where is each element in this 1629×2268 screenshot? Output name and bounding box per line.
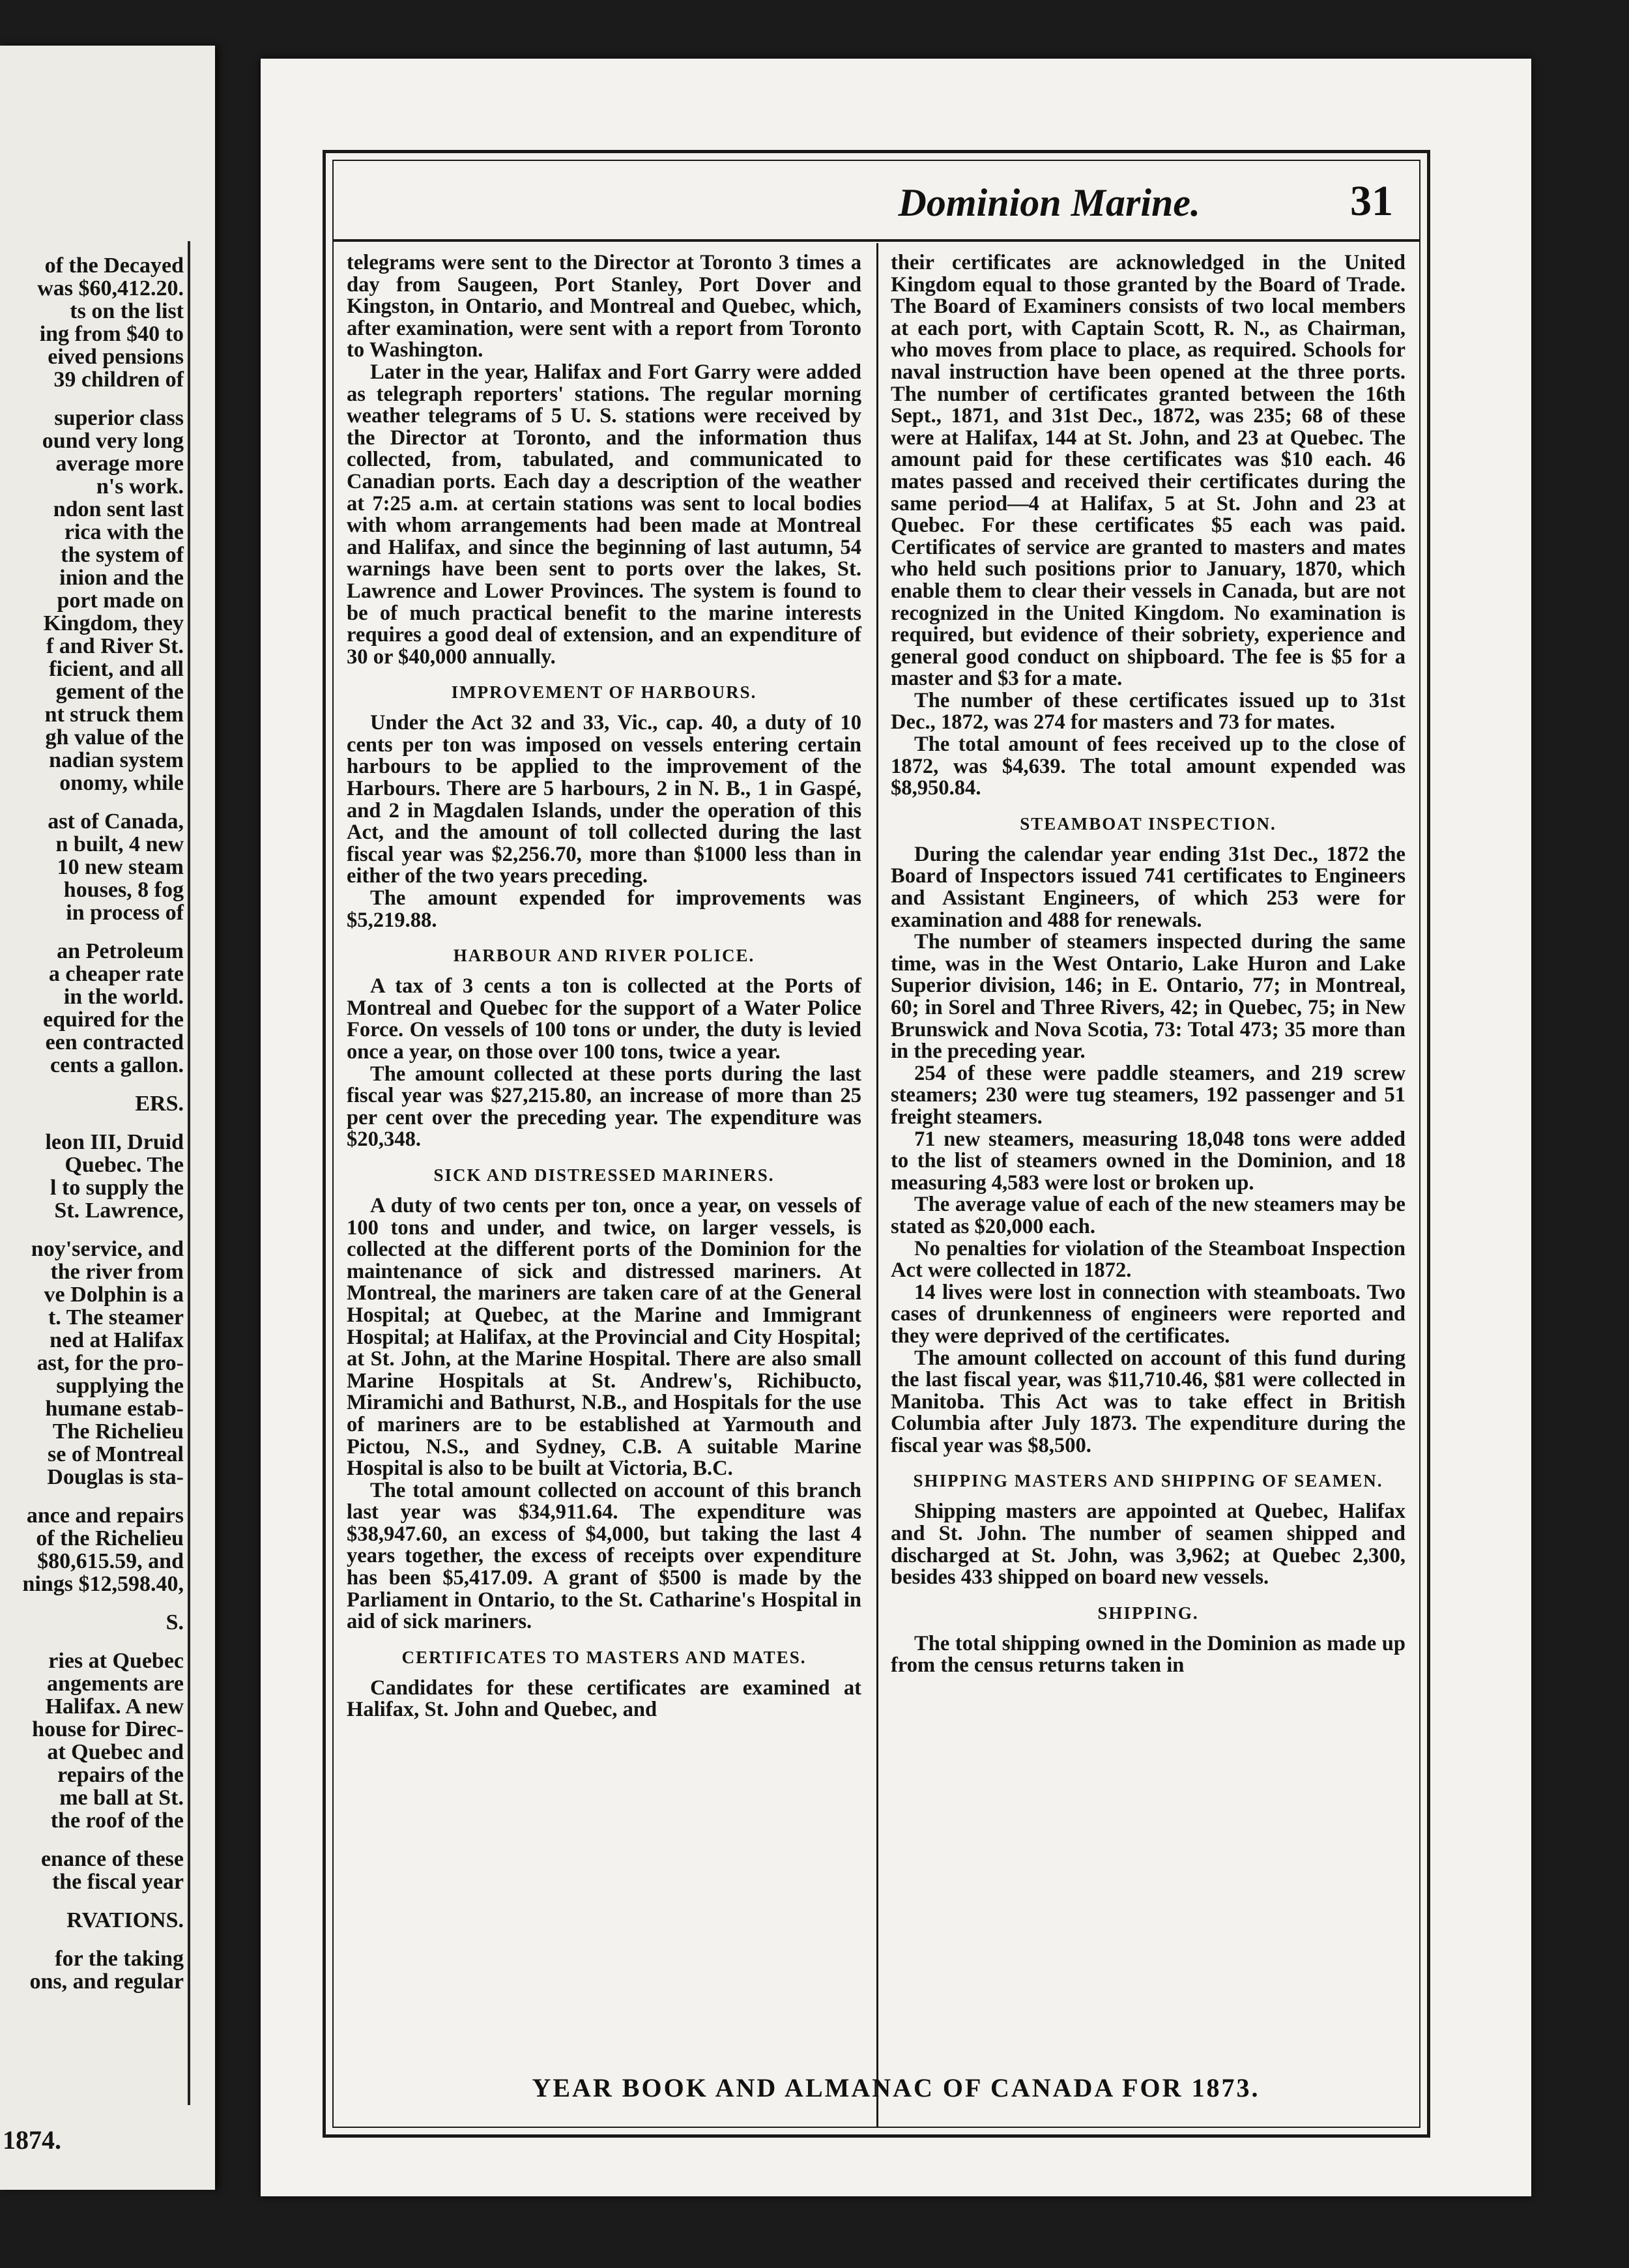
previous-page-text (0, 254, 184, 1993)
previous-page-line: n's work. (96, 474, 184, 499)
previous-page-line: ERS. (135, 1092, 184, 1116)
paragraph: The amount collected on account of this fund during the last fiscal year, was $11,710.46, $81 were collected in Manitoba. This Act was to take effect in British Columbia after July 1873. The expenditure during the fiscal year was $8,500. (891, 1346, 1406, 1457)
paragraph: Shipping masters are appointed at Quebec, Halifax and St. John. The number of seamen shipped and discharged at St. John, was 3,962; at Quebec 2,300, besides 433 shipped on board new vessels. (891, 1500, 1406, 1590)
paragraph: The amount expended for improvements was $5,219.88. (347, 886, 861, 932)
running-title: Dominion Marine. (898, 181, 1200, 224)
previous-page-line: of the Richelieu (36, 1526, 184, 1550)
previous-page-line: cents a gallon. (50, 1053, 184, 1077)
previous-page (0, 46, 215, 2190)
previous-page-line: ficient, and all (49, 657, 184, 681)
previous-page-line: an Petroleum (57, 939, 184, 963)
previous-page-footer: 1874. (3, 2125, 61, 2155)
previous-page-line: the river from (50, 1260, 184, 1284)
previous-page-line: ndon sent last (53, 497, 184, 521)
previous-page-line: l to supply the (50, 1176, 184, 1200)
previous-page-line: gh value of the (45, 725, 184, 749)
section-heading-shipping: SHIPPING. (1097, 1603, 1199, 1623)
previous-page-line: in the world. (63, 985, 184, 1009)
previous-page-line: ound very long (42, 429, 184, 453)
paragraph: their certificates are acknowledged in the United Kingdom equal to those granted by the Board of Trade. The Board of Examiners consists of two local members at each port, with Captain Scott, R. N., as Chairman, who moves from place to place, as required. Schools for naval instruction have been opened at the three ports. The number of certificates granted between the 16th Sept., 1871, and 31st Dec., 1872, was 235; 68 of these were at Halifax, 144 at St. John, and 23 at Quebec. The amount paid for these certificates was $10 each. 46 mates passed and received their certificates during the same period—4 at Halifax, 5 at St. John and 23 at Quebec. For these certificates $5 each was paid. Certificates of service are granted to masters and mates who held such positions prior to January, 1870, which enable them to clear their vessels in Canada, but are not recognized in the United Kingdom. No examination is required, but evidence of their sobriety, experience and general good conduct on shipboard. The fee is $5 for a master and $3 for a mate. (891, 251, 1406, 691)
paragraph: The number of steamers inspected during the same time, was in the West Ontario, Lake Huron and Lake Superior division, 146; in E. Ontario, 77; in Montreal, 60; in Sorel and Three Rivers, 42; in Quebec, 75; in New Brunswick and Nova Scotia, 73: Total 473; 35 more than in the preceding year. (891, 930, 1406, 1064)
previous-page-line: ve Dolphin is a (44, 1283, 184, 1307)
paragraph: No penalties for violation of the Steamboat Inspection Act were collected in 1872. (891, 1236, 1406, 1283)
previous-page-line: 39 children of (53, 368, 184, 392)
previous-page-line: eived pensions (48, 345, 184, 369)
previous-page-line (0, 1489, 184, 1504)
paragraph: The total amount of fees received up to the close of 1872, was $4,639. The total amount expended was $8,950.84. (891, 733, 1406, 800)
previous-page-line: Douglas is sta- (47, 1465, 184, 1489)
previous-page-line: ries at Quebec (48, 1649, 184, 1673)
previous-page-line: n built, 4 new (55, 832, 184, 856)
previous-page-line (0, 794, 184, 810)
previous-page-line: ing from $40 to (39, 322, 184, 346)
previous-page-line: Kingdom, they (43, 611, 184, 635)
previous-page-column-rule (188, 241, 190, 2105)
previous-page-line: $80,615.59, and (37, 1549, 184, 1573)
paragraph: Later in the year, Halifax and Fort Garry were added as telegraph reporters' stations. The regular morning weather telegrams of 5 U. S. stations were received by the Director at Toronto, and the information thus collected, from, tabulated, and communicated to Canadian ports. Each day a description of the weather at 7:25 a.m. at certain stations was sent to local bodies with whom arrangements had been made at Montreal and Halifax, and since the beginning of last autumn, 54 warnings have been sent to ports over the lakes, St. Lawrence and Lower Provinces. The system is found to be of much practical benefit to the marine interests requires a good deal of extension, and an expenditure of 30 or $40,000 annually. (347, 360, 861, 669)
left-column (347, 252, 861, 1721)
header-rule (334, 239, 1419, 242)
previous-page-line: The Richelieu (52, 1419, 184, 1444)
paragraph: The total amount collected on account of this branch last year was $34,911.64. The expenditure was $38,947.60, an excess of $4,000, but taking the last 4 years together, the excess of receipts over expenditure has been $5,417.09. A grant of $500 is made by the Parliament in Ontario, to the St. Catharine's Hospital in aid of sick mariners. (347, 1478, 861, 1634)
previous-page-line: repairs of the (57, 1763, 184, 1787)
previous-page-line (0, 1222, 184, 1238)
paragraph: During the calendar year ending 31st Dec., 1872 the Board of Inspectors issued 741 certificates to Engineers and Assistant Engineers, of which 253 were for examination and 488 for renewals. (891, 842, 1406, 932)
previous-page-line: angements are (47, 1672, 184, 1696)
previous-page-line: een contracted (45, 1030, 184, 1054)
previous-page-line: humane estab- (45, 1397, 184, 1421)
column-rule (876, 243, 878, 2127)
previous-page-line (0, 1893, 184, 1909)
section-heading-shipping-masters: SHIPPING MASTERS AND SHIPPING OF SEAMEN. (913, 1471, 1383, 1491)
paragraph: The average value of each of the new steamers may be stated as $20,000 each. (891, 1193, 1406, 1238)
section-heading-certificates: CERTIFICATES TO MASTERS AND MATES. (401, 1647, 807, 1667)
paragraph: 254 of these were paddle steamers, and 219 screw steamers; 230 were tug steamers, 192 passenger and 51 freight steamers. (891, 1061, 1406, 1129)
previous-page-line: RVATIONS. (66, 1908, 184, 1932)
previous-page-line (0, 1932, 184, 1947)
previous-page-line (0, 1634, 184, 1650)
section-heading-steamboat: STEAMBOAT INSPECTION. (1020, 813, 1276, 834)
previous-page-line: ast, for the pro- (36, 1351, 184, 1375)
previous-page-line: rica with the (64, 520, 184, 544)
previous-page-line: the system of (61, 543, 184, 567)
section-heading-police: HARBOUR AND RIVER POLICE. (453, 946, 755, 966)
previous-page-line: ts on the list (70, 299, 184, 323)
previous-page-line: me ball at St. (59, 1786, 184, 1810)
previous-page-line: Halifax. A new (45, 1694, 184, 1719)
section-heading-harbours: IMPROVEMENT OF HARBOURS. (451, 682, 757, 703)
paragraph: 14 lives were lost in connection with steamboats. Two cases of drunkenness of engineers were reported and they were deprived of the certificates. (891, 1280, 1406, 1348)
previous-page-line: Quebec. The (65, 1153, 184, 1177)
paragraph: The total shipping owned in the Dominion as made up from the census returns taken in (891, 1631, 1406, 1678)
previous-page-line (0, 1077, 184, 1092)
previous-page-line: gement of the (55, 680, 184, 704)
previous-page-line: ons, and regular (29, 1970, 184, 1994)
page-footer: YEAR BOOK AND ALMANAC OF CANADA FOR 1873. (532, 2073, 1260, 2102)
previous-page-line (0, 391, 184, 407)
paragraph: A duty of two cents per ton, once a year, on vessels of 100 tons and under, and twice, on larger vessels, is collected at the different ports of the Dominion for the maintenance of sick and distressed mariners. At Montreal, the mariners are taken care of at the General Hospital; at Quebec, at the Marine and Immigrant Hospital; at Halifax, at the Provincial and City Hospital; at St. John, at the Marine Hospital. There are also small Marine Hospitals at St. Andrew's, Richibucto, Miramichi and Bathurst, N.B., and Hospitals for the use of mariners are to be established at Yarmouth and Pictou, N.S., and Sydney, C.B. A suitable Marine Hospital is also to be built at Victoria, B.C. (347, 1193, 861, 1481)
previous-page-line: in process of (66, 901, 184, 925)
previous-page-line: the roof of the (50, 1809, 184, 1833)
paragraph: The number of these certificates issued up to 31st Dec., 1872, was 274 for masters and 73 for mates. (891, 688, 1406, 734)
previous-page-line: 10 new steam (57, 855, 184, 879)
paragraph: A tax of 3 cents a ton is collected at the Ports of Montreal and Quebec for the support of a Water Police Force. On vessels of 100 tons or under, the duty is levied once a year, on those over 100 tons, twice a year. (347, 974, 861, 1064)
previous-page-line (0, 1832, 184, 1848)
previous-page-line (0, 924, 184, 940)
previous-page-line: se of Montreal (48, 1442, 184, 1466)
previous-page-line: was $60,412.20. (37, 276, 184, 300)
previous-page-line: f and River St. (46, 634, 184, 658)
paragraph: Under the Act 32 and 33, Vic., cap. 40, a duty of 10 cents per ton was imposed on vessels entering certain harbours to be applied to the improvement of the Harbours. There are 5 harbours, 2 in N. B., 1 in Gaspé, and 2 in Magdalen Islands, under the operation of this Act, and the amount of toll collected during the last fiscal year was $2,256.70, more than $1000 less than in either of the two years preceding. (347, 711, 861, 888)
previous-page-line (0, 1595, 184, 1611)
previous-page-line: superior class (54, 406, 184, 430)
previous-page-line: of the Decayed (44, 254, 184, 278)
previous-page-line: St. Lawrence, (54, 1199, 184, 1223)
previous-page-line: onomy, while (59, 771, 184, 795)
previous-page-line: nt struck them (44, 703, 184, 727)
previous-page-line: leon III, Druid (45, 1130, 184, 1154)
previous-page-line: for the taking (55, 1947, 184, 1971)
previous-page-line: ance and repairs (26, 1504, 184, 1528)
previous-page-line: nings $12,598.40, (22, 1572, 184, 1596)
paragraph: 71 new steamers, measuring 18,048 tons were added to the list of steamers owned in the Dominion, and 18 measuring 4,583 were lost or broken up. (891, 1127, 1406, 1195)
right-column (891, 252, 1406, 1677)
paragraph: Candidates for these certificates are examined at Halifax, St. John and Quebec, and (347, 1676, 861, 1722)
section-heading-mariners: SICK AND DISTRESSED MARINERS. (433, 1165, 775, 1185)
previous-page-line: ned at Halifax (50, 1328, 184, 1352)
paragraph: The amount collected at these ports during the last fiscal year was $27,215.80, an increase of more than 25 per cent over the preceding year. The expenditure was $20,348. (347, 1062, 861, 1152)
previous-page-line: average more (55, 452, 184, 476)
previous-page-line: S. (166, 1610, 184, 1635)
previous-page-line: inion and the (59, 566, 184, 590)
previous-page-line: houses, 8 fog (63, 878, 184, 902)
previous-page-line: the fiscal year (51, 1870, 184, 1894)
previous-page-line: nadian system (49, 748, 184, 772)
previous-page-line: a cheaper rate (48, 962, 184, 986)
previous-page-line: noy'service, and (31, 1237, 184, 1261)
previous-page-line: port made on (57, 589, 184, 613)
page-frame-inner (332, 160, 1420, 2128)
previous-page-line: equired for the (43, 1008, 184, 1032)
page-frame (323, 150, 1430, 2138)
previous-page-line: enance of these (40, 1847, 184, 1871)
previous-page-line: t. The steamer (48, 1305, 184, 1330)
page-number: 31 (1350, 177, 1393, 225)
previous-page-line: supplying the (56, 1374, 184, 1398)
previous-page-line: ast of Canada, (48, 809, 184, 834)
previous-page-line (0, 1115, 184, 1131)
previous-page-line: at Quebec and (47, 1740, 184, 1764)
page (261, 59, 1531, 2196)
previous-page-line: house for Direc- (32, 1717, 184, 1741)
paragraph: telegrams were sent to the Director at Toronto 3 times a day from Saugeen, Port Stanley, Port Dover and Kingston, in Ontario, and Montreal and Quebec, which, after examination, were sent with a report from Toronto to Washington. (347, 251, 861, 362)
